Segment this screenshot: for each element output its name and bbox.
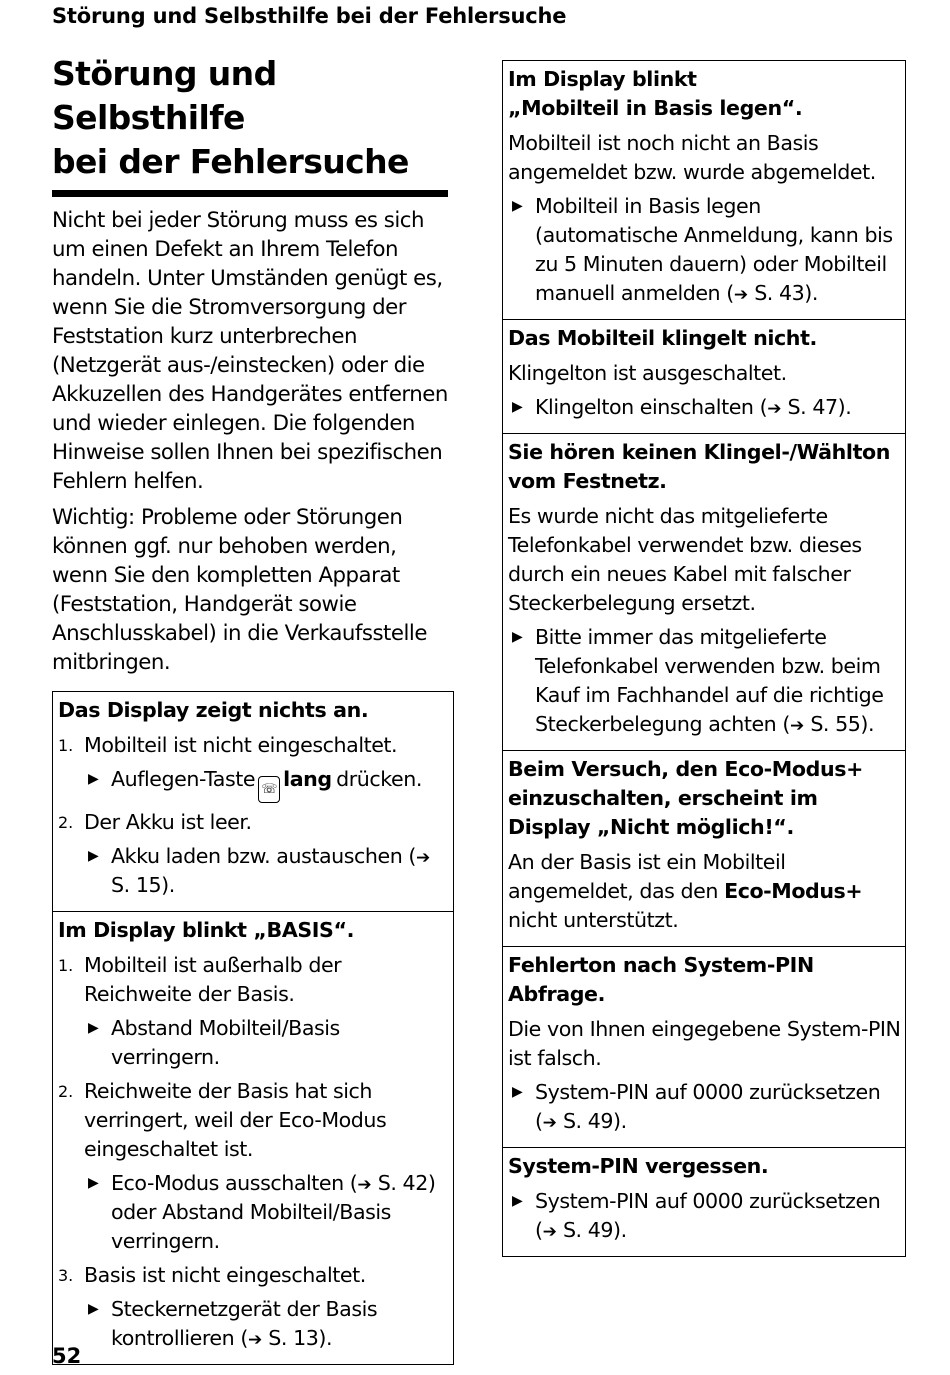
page-reference: S. 43). <box>748 281 818 305</box>
action-text: Akku laden bzw. austauschen ( <box>111 844 417 868</box>
cause-item <box>58 1077 451 1256</box>
action-item <box>84 765 451 803</box>
item-number: 2. <box>58 813 74 832</box>
action-text: System-PIN auf 0000 zurücksetzen ( <box>535 1189 881 1242</box>
cause-text: Der Akku ist leer. <box>84 810 252 834</box>
action-marker-icon: ▶ <box>512 198 523 214</box>
action-item <box>508 1187 903 1245</box>
right-column <box>502 60 906 1257</box>
cause-item <box>58 731 451 803</box>
running-header: Störung und Selbsthilfe bei der Fehlersuche <box>52 4 567 28</box>
page-ref-arrow-icon: ➔ <box>542 1113 557 1133</box>
problem-heading: Das Mobilteil klingelt nicht. <box>508 326 817 350</box>
page-ref-arrow-icon: ➔ <box>789 716 805 736</box>
page-ref-arrow-icon: ➔ <box>542 1222 557 1242</box>
action-text: S. 42) oder Abstand Mobilteil/Basis verringern. <box>111 1171 436 1253</box>
title-rule <box>52 190 448 197</box>
problem-no-ring <box>503 319 905 433</box>
problem-heading <box>508 65 903 123</box>
cause-item <box>58 808 451 900</box>
important-paragraph: Wichtig: Probleme oder Störungen können ggf. nur behoben werden, wenn Sie den kompletten Apparat (Feststation, Handgerät sowie Anschlusskabel) in die Verkaufsstelle mitbringen. <box>52 505 427 675</box>
action-item <box>508 1078 903 1136</box>
action-marker-icon: ▶ <box>512 1084 523 1100</box>
action-text: Eco-Modus ausschalten ( <box>111 1171 358 1195</box>
problem-heading: Im Display blinkt „BASIS“. <box>58 918 355 942</box>
cause-text: Die von Ihnen eingegebene System-PIN ist falsch. <box>508 1017 901 1070</box>
action-marker-icon: ▶ <box>88 771 99 787</box>
action-marker-icon: ▶ <box>512 1193 523 1209</box>
page-reference: S. 55). <box>804 712 875 736</box>
action-marker-icon: ▶ <box>88 848 99 864</box>
end-call-glyph: ☏ <box>261 782 277 797</box>
action-marker-icon: ▶ <box>88 1020 99 1036</box>
problem-heading: System-PIN vergessen. <box>508 1154 769 1178</box>
action-marker-icon: ▶ <box>512 629 523 645</box>
cause-text <box>508 848 903 935</box>
cause-text: Es wurde nicht das mitgelieferte Telefonkabel verwendet bzw. dieses durch ein neues Kabel mit falscher Steckerbelegung ersetzt. <box>508 504 862 615</box>
action-text: Bitte immer das mitgelieferte Telefonkabel verwenden bzw. beim Kauf im Fachhandel auf die richtige Steckerbelegung achten ( <box>535 625 884 736</box>
intro-paragraph: Nicht bei jeder Störung muss es sich um einen Defekt an Ihrem Telefon handeln. Unter Umständen genügt es, wenn Sie die Stromversorgung der Feststation kurz unterbrechen (Netzgerät aus-/einstecken) oder die Akkuzellen des Handgerätes entfernen und wieder einlegen. Die folgenden Hinweise sollen Ihnen bei spezifischen Fehlern helfen. <box>52 208 448 494</box>
action-item <box>84 842 451 900</box>
problem-heading: Fehlerton nach System-PIN Abfrage. <box>508 953 814 1006</box>
action-marker-icon: ▶ <box>88 1301 99 1317</box>
page-reference: S. 13). <box>262 1326 333 1350</box>
cause-text: Mobilteil ist außerhalb der Reichweite der Basis. <box>84 953 342 1006</box>
problem-heading: Beim Versuch, den Eco-Modus+ einzuschalten, erscheint im Display „Nicht möglich!“. <box>508 757 863 839</box>
page-title <box>52 52 454 190</box>
action-text: Klingelton einschalten ( <box>535 395 768 419</box>
item-number: 1. <box>58 956 74 975</box>
action-item <box>84 1169 451 1256</box>
cause-item <box>58 951 451 1072</box>
action-text: drücken. <box>336 767 422 791</box>
page-number: 52 <box>52 1344 82 1368</box>
action-emphasis: lang <box>283 767 332 791</box>
left-troubleshooting-box <box>52 691 454 1365</box>
cause-text: Basis ist nicht eingeschaltet. <box>84 1263 366 1287</box>
page-ref-arrow-icon: ➔ <box>247 1330 263 1350</box>
cause-text: Reichweite der Basis hat sich verringert, weil der Eco-Modus eingeschaltet ist. <box>84 1079 387 1161</box>
action-item <box>508 192 903 308</box>
problem-pin-error-tone <box>503 946 905 1147</box>
action-item <box>508 393 903 422</box>
end-call-key-icon <box>258 776 280 803</box>
page-reference: S. 49). <box>556 1109 627 1133</box>
cause-text-part: An der Basis ist ein Mobilteil angemeldet, das den <box>508 850 786 903</box>
page-ref-arrow-icon: ➔ <box>733 285 749 305</box>
left-column <box>52 52 454 1365</box>
problem-insert-handset <box>503 61 905 319</box>
cause-text: Klingelton ist ausgeschaltet. <box>508 361 787 385</box>
action-text: System-PIN auf 0000 zurücksetzen ( <box>535 1080 881 1133</box>
page-ref-arrow-icon: ➔ <box>767 399 782 419</box>
heading-line: Im Display blinkt <box>508 67 697 91</box>
item-number: 1. <box>58 736 74 755</box>
problem-heading: Das Display zeigt nichts an. <box>58 698 369 722</box>
action-text: Auflegen-Taste <box>111 767 256 791</box>
right-troubleshooting-box <box>502 60 906 1257</box>
page-title-line2: bei der Fehlersuche <box>52 142 409 181</box>
heading-line: „Mobilteil in Basis legen“. <box>508 96 803 120</box>
cause-item <box>58 1261 451 1353</box>
item-number: 2. <box>58 1082 74 1101</box>
action-item <box>84 1295 451 1353</box>
page-title-line1: Störung und Selbsthilfe <box>52 54 277 137</box>
action-marker-icon: ▶ <box>512 399 523 415</box>
page-reference: S. 47). <box>781 395 852 419</box>
cause-text: Mobilteil ist noch nicht an Basis angemeldet bzw. wurde abgemeldet. <box>508 131 876 184</box>
cause-text: Mobilteil ist nicht eingeschaltet. <box>84 733 398 757</box>
problem-pin-forgotten <box>503 1147 905 1256</box>
problem-heading: Sie hören keinen Klingel-/Wählton vom Festnetz. <box>508 440 891 493</box>
action-text: Abstand Mobilteil/Basis verringern. <box>111 1016 340 1069</box>
page-reference: S. 15). <box>111 873 175 897</box>
problem-display-blinks-basis <box>53 911 453 1364</box>
action-marker-icon: ▶ <box>88 1175 99 1191</box>
page-ref-arrow-icon: ➔ <box>357 1175 372 1195</box>
item-number: 3. <box>58 1266 74 1285</box>
problem-eco-mode-not-possible <box>503 750 905 946</box>
action-text: Steckernetzgerät der Basis kontrollieren ( <box>111 1297 378 1350</box>
problem-no-dial-tone <box>503 433 905 750</box>
action-item <box>84 1014 451 1072</box>
problem-display-blank <box>53 692 453 911</box>
cause-text-part: nicht unterstützt. <box>508 908 679 932</box>
cause-emphasis: Eco-Modus+ <box>724 879 863 903</box>
page-reference: S. 49). <box>556 1218 627 1242</box>
page-ref-arrow-icon: ➔ <box>416 848 431 868</box>
action-item <box>508 623 903 739</box>
action-text: Mobilteil in Basis legen (automatische Anmeldung, kann bis zu 5 Minuten dauern) oder Mobilteil manuell anmelden ( <box>535 194 893 305</box>
